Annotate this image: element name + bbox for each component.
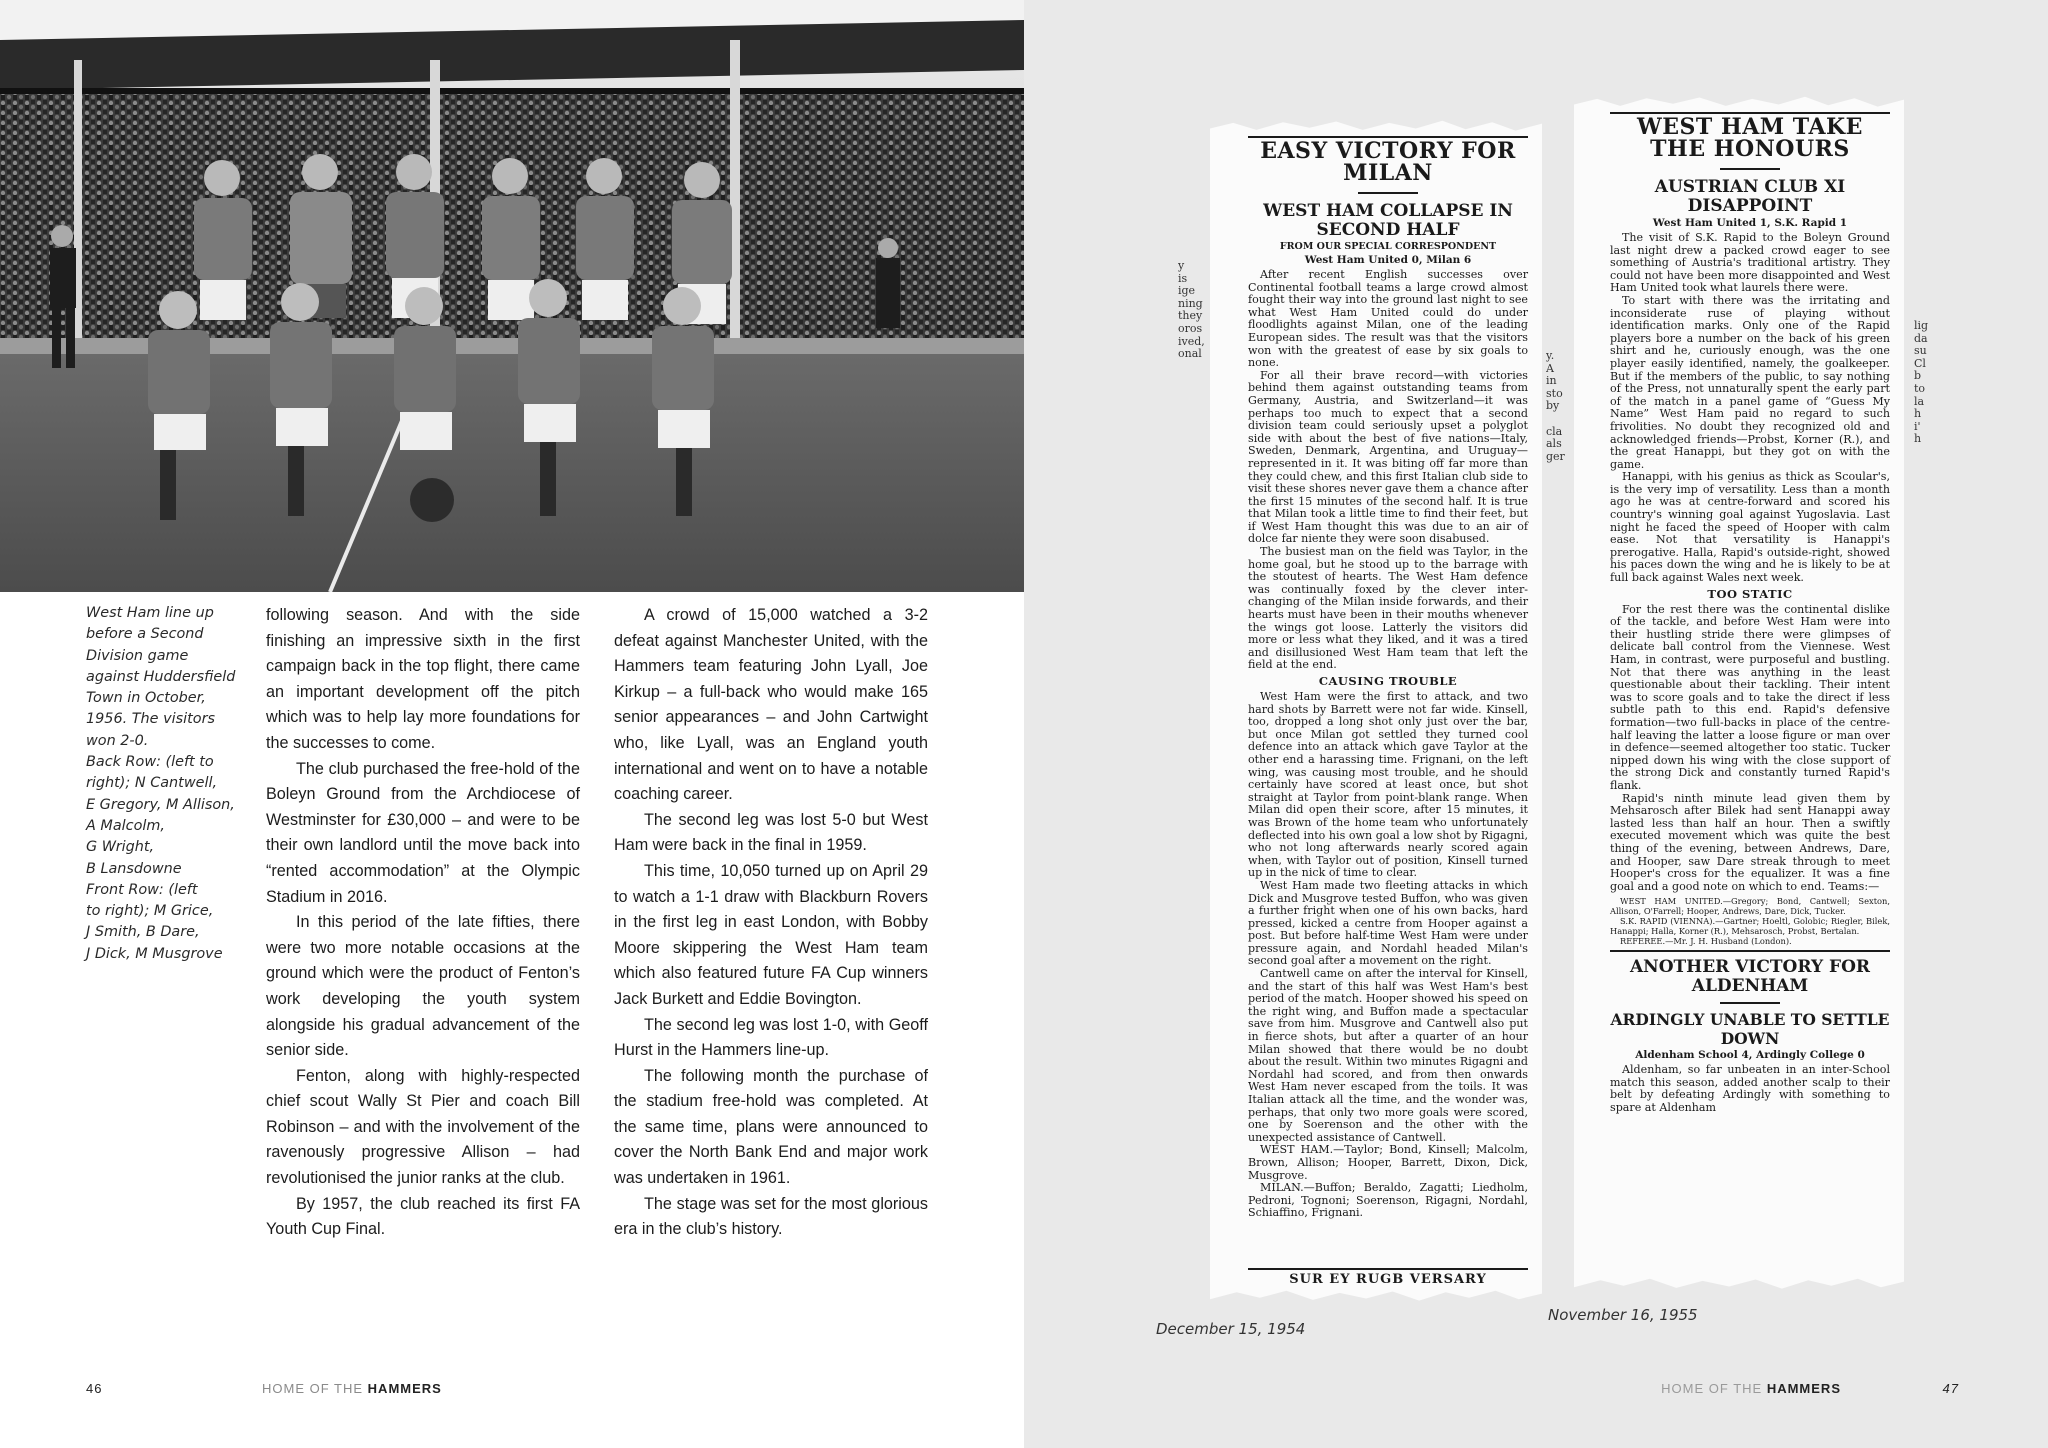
clipping-2-score: West Ham United 1, S.K. Rapid 1 [1652, 217, 1848, 229]
torn-edge [1574, 94, 1904, 108]
caption-line: Back Row: (left to [86, 754, 214, 771]
np-paragraph: West Ham made two fleeting attacks in which Dick and Musgrove tested Buffon, who was given a further fright when one of his own backs, hard pressed, kicked a centre from Hooper against a post. But before half-time West Ham were under pressure again, and Nordahl headed Milan's second goal after a movement on the right. [1248, 878, 1528, 968]
torn-edge [1210, 1288, 1542, 1302]
running-head-bold: HAMMERS [1766, 1381, 1841, 1396]
team-photo-image [0, 0, 1024, 592]
running-head-prefix: HOME OF THE [1661, 1381, 1763, 1396]
np-paragraph: Aldenham, so far unbeaten in an inter-School match this season, added another scalp to their belt by defeating Ardingly with something to spare at Aldenham [1610, 1063, 1890, 1115]
np-paragraph: West Ham were the first to attack, and two hard shots by Barrett were not far wide. Kinsell, too, dropped a long shot only just over the bar, but once Milan got settled they turned cool defence into an attack which gave Taylor at the other end a harassing time. Frignani, on the left wing, was causing most trouble, and he should certainly have scored at least once, but shot straight at Taylor from point-blank range. When Milan did open their score, after 15 minutes, it was Brown of the home team who unfortunately deflected into his own goal a low shot by Rigagni, who not long afterwards nearly scored again when, with Taylor out of position, Kinsell turned up in the nick of time to clear. [1248, 690, 1528, 880]
clipping-2-headline: WEST HAM TAKE THE HONOURS [1637, 114, 1863, 162]
caption-line: right); N Cantwell, [86, 775, 218, 792]
body-column-2 [614, 603, 928, 1243]
np-team-line: REFEREE.—Mr. J. H. Husband (London). [1620, 936, 1792, 947]
caption-line: to right); M Grice, [86, 903, 214, 920]
clipping-2-subhead: AUSTRIAN CLUB XI DISAPPOINT [1654, 177, 1846, 216]
rule [1720, 168, 1780, 170]
clipping-2-content [1610, 108, 1890, 1276]
clipping-2-body-3 [1610, 1064, 1890, 1114]
clipping-1-body [1248, 269, 1528, 672]
body-column-1 [266, 603, 580, 1243]
running-head [262, 1381, 442, 1396]
np-paragraph: To start with there was the irritating and inconsiderate ruse of playing without identification marks. Only one of the Rapid players bore a number on the back of his green shirt and he, curiously enough, was the one player easily identified, namely, the goalkeeper. But if the members of the public, to say nothing of the Press, not unnaturally spent the early part of the match in a panel game of “Guess My Name” West Ham paid no regard to such frivolities. No doubt they recognized old and acknowledged friends—Probst, Korner (R.), and the great Hanappi, but they got on with the game. [1610, 293, 1890, 471]
caption-line: E Gregory, M Allison, [86, 796, 235, 813]
np-team-line: S.K. RAPID (VIENNA).—Gartner; Hoeltl, Golobic; Riegler, Bilek, Hanappi; Halla, Korner (R.), Mehsarosch, Probst, Bertalan. [1610, 916, 1890, 937]
caption-line: against Huddersfield [86, 668, 236, 685]
clipping-2-score-2: Aldenham School 4, Ardingly College 0 [1635, 1049, 1865, 1062]
caption-line: Division game [86, 647, 189, 664]
clipping-1-date: December 15, 1954 [1156, 1320, 1306, 1338]
newspaper-clipping-1 [1210, 118, 1542, 1302]
np-paragraph: The visit of S.K. Rapid to the Boleyn Ground last night drew a packed crowd eager to see something of Austria's traditional artistry. They could not have been more disappointed and West Ham United took what laurels there were. [1610, 231, 1890, 295]
adjacent-column-fragment: y is ige ning they oros ived, onal [1178, 260, 1205, 361]
clipping-2-teams [1610, 896, 1890, 946]
adjacent-column-fragment: lig da su Cl b to la h i' h [1914, 320, 1929, 446]
paragraph: This time, 10,050 turned up on April 29 to watch a 1-1 draw with Blackburn Rovers in the first leg in east London, with Bobby Moore skippering the West Ham team which also featured future FA Cup winners Jack Burkett and Eddie Bovington. [614, 861, 928, 1008]
np-paragraph: After recent English successes over Continental football teams a large crowd almost fought their way into the ground last night to see what West Ham United could do under floodlights against Milan, one of the leading European sides. The result was that the visitors won with the greatest of ease by six goals to none. [1248, 268, 1528, 370]
torn-edge [1210, 118, 1542, 132]
rule [1358, 192, 1418, 194]
clipping-2-section: TOO STATIC [1707, 586, 1793, 601]
running-head-bold: HAMMERS [367, 1381, 442, 1396]
paragraph: A crowd of 15,000 watched a 3-2 defeat against Manchester United, with the Hammers team featuring John Lyall, Joe Kirkup – a full-back who would make 165 senior appearances – and John Cartwight who, like Lyall, was an England youth international and went on to have a notable coaching career. [614, 606, 928, 804]
page-number: 47 [1942, 1381, 1959, 1396]
paragraph: The second leg was lost 5-0 but West Ham were back in the final in 1959. [614, 810, 928, 855]
caption-line: won 2-0. [86, 732, 149, 749]
caption-line: West Ham line up [86, 605, 214, 621]
np-paragraph: The busiest man on the field was Taylor, in the home goal, but he stood up to the barrage with the stoutest of hearts. The West Ham defence was continually foxed by the clever inter-changing of the Milan inside forwards, and their hearts must have been in their mouths whenever the wings got loose. Latterly the visitors did more or less what they liked, and it was a tired and disillusioned West Ham team that left the field at the end. [1248, 545, 1528, 672]
clipping-1-footer: SUR EY RUGB VERSARY [1248, 1268, 1528, 1288]
caption-line: J Smith, B Dare, [86, 924, 200, 941]
np-paragraph: For all their brave record—with victories behind them against outstanding teams from Germany, Austria, and Switzerland—it was perhaps too much to expect that a second division team could seriously upset a polyglot side with about the best of five nations—Italy, Sweden, Denmark, Argentina, and Uruguay—represented in it. It was biting off far more than they could chew, and this first Italian club side to visit these shores never gave them a chance after the first 15 minutes of the second half. It is true that Milan took a little time to find their feet, but if West Ham thought this was due to an air of dolce far niente they were soon disabused. [1248, 368, 1528, 546]
paragraph: In this period of the late fifties, there were two more notable occasions at the ground which were the product of Fenton’s work developing the youth system alongside his gradual advancement of the senior side. [266, 913, 580, 1060]
clipping-2-subhead-2: ARDINGLY UNABLE TO SETTLE DOWN [1610, 1010, 1890, 1049]
np-team-line: WEST HAM UNITED.—Gregory; Bond, Cantwell; Sexton, Allison, O'Farrell; Hooper, Andrews, Dare, Dick, Tucker. [1610, 896, 1890, 917]
paragraph: Fenton, along with highly-respected chief scout Wally St Pier and coach Bill Robinson – and with the involvement of the ravenously progressive Allison – had revolutionised the junior ranks at the club. [266, 1066, 580, 1188]
running-head [1661, 1381, 1841, 1396]
np-paragraph: Hanappi, with his genius as thick as Scoular's, is the very imp of versatility. Less than a month ago he was at centre-forward and scored his country's winning goal against Yugoslavia. Last night he faced the speed of Hooper with calm ease. Not that versatility is Hanappi's prerogative. Halla, Rapid's outside-right, showed his paces down the wing and he is likely to be at full back against Wales next week. [1610, 470, 1890, 585]
clipping-1-body-2 [1248, 691, 1528, 1220]
caption-line: A Malcolm, [86, 817, 165, 834]
newspaper-clipping-2 [1574, 94, 1904, 1290]
np-paragraph: Cantwell came on after the interval for Kinsell, and the start of this half was West Ham's best period of the match. Hooper showed his speed on the right wing, and Buffon made a spectacular save from him. Musgrove and Cantwell also put in fierce shots, but after a quarter of an hour Milan showed that there would be no doubt about the result. Within two minutes Rigagni and Nordahl had scored, and from then onwards West Ham never escaped from the toils. It was Italian attack all the time, and the wonder was, perhaps, that only two more goals were scored, one by Soerenson and the other with the unexpected assistance of Cantwell. [1248, 967, 1528, 1144]
clipping-1-content [1248, 132, 1528, 1288]
caption-line: before a Second [86, 626, 204, 643]
caption-line: J Dick, M Musgrove [86, 945, 223, 962]
paragraph: The club purchased the free-hold of the Boleyn Ground from the Archdiocese of Westminster for £30,000 – and were to be their own landlord until the move back into “rented accommodation” at the Olympic Stadium in 2016. [266, 759, 580, 906]
caption-line: G Wright, [86, 839, 155, 856]
rule [1610, 950, 1890, 952]
rule [1720, 1002, 1780, 1004]
clipping-1-section: CAUSING TROUBLE [1318, 674, 1458, 688]
paragraph: following season. And with the side finishing an impressive sixth in the first campaign back in the top flight, there came an important development off the pitch which was to help lay more foundations for the successes to come. [266, 606, 580, 752]
clipping-1-subhead: WEST HAM COLLAPSE IN SECOND HALF [1263, 201, 1513, 240]
clipping-1-byline: FROM OUR SPECIAL CORRESPONDENT [1279, 241, 1497, 252]
photo-caption [86, 603, 246, 965]
team-photo [0, 0, 1024, 592]
paragraph: The stage was set for the most glorious era in the club’s history. [614, 1194, 928, 1239]
clipping-2-body-2 [1610, 604, 1890, 894]
paragraph: The following month the purchase of the stadium free-hold was completed. At the same time, plans were announced to cover the North Bank End and major work was undertaken in 1961. [614, 1066, 928, 1188]
caption-line: B Lansdowne [86, 860, 182, 877]
np-paragraph: WEST HAM.—Taylor; Bond, Kinsell; Malcolm, Brown, Allison; Hooper, Barrett, Dixon, Dick, Musgrove. [1248, 1143, 1528, 1182]
page-number: 46 [86, 1381, 103, 1396]
clipping-1-score: West Ham United 0, Milan 6 [1304, 254, 1472, 266]
torn-edge [1574, 1276, 1904, 1290]
clipping-2-headline-2: ANOTHER VICTORY FOR ALDENHAM [1629, 957, 1871, 997]
right-page [1024, 0, 2048, 1448]
clipping-2-body [1610, 232, 1890, 585]
np-paragraph: For the rest there was the continental dislike of the tackle, and before West Ham were into their hustling stride there were glimpses of delicate ball control from the Viennese. West Ham, in contrast, were purposeful and bustling. Not that there was anything in the least questionable about their tackling. Their intent was to score goals and to take the direct if less subtle path to this end. Rapid's defensive formation—two full-backs in place of the centre-half leaving the latter a loose figure or man over in defence—seemed altogether too static. Tucker nipped down his wing with the close support of the strong Dick and constantly turned Rapid's flank. [1610, 602, 1890, 792]
caption-line: 1956. The visitors [86, 711, 215, 728]
clipping-2-date: November 16, 1955 [1548, 1306, 1698, 1324]
np-paragraph: Rapid's ninth minute lead given them by Mehsarosch after Bilek had sent Hanappi away lasted less than half an hour. Then a swiftly executed movement which was quite the best thing of the evening, between Andrews, Dare, and Hooper, saw Dare streak through to meet Hooper's cross for the equalizer. It was a fine goal and a good note on which to end. Teams:— [1610, 791, 1890, 893]
caption-line: Town in October, [86, 690, 206, 707]
clipping-1-headline: EASY VICTORY FOR MILAN [1260, 138, 1516, 186]
adjacent-column-fragment: y. A in sto by cla als ger [1546, 350, 1565, 463]
running-head-prefix: HOME OF THE [262, 1381, 364, 1396]
paragraph: By 1957, the club reached its first FA Youth Cup Final. [266, 1194, 580, 1239]
paragraph: The second leg was lost 1-0, with Geoff Hurst in the Hammers line-up. [614, 1015, 928, 1060]
np-paragraph: MILAN.—Buffon; Beraldo, Zagatti; Liedholm, Pedroni, Tognoni; Soerenson, Rigagni, Nordahl, Schiaffino, Frignani. [1248, 1181, 1528, 1220]
caption-line: Front Row: (left [86, 881, 198, 898]
